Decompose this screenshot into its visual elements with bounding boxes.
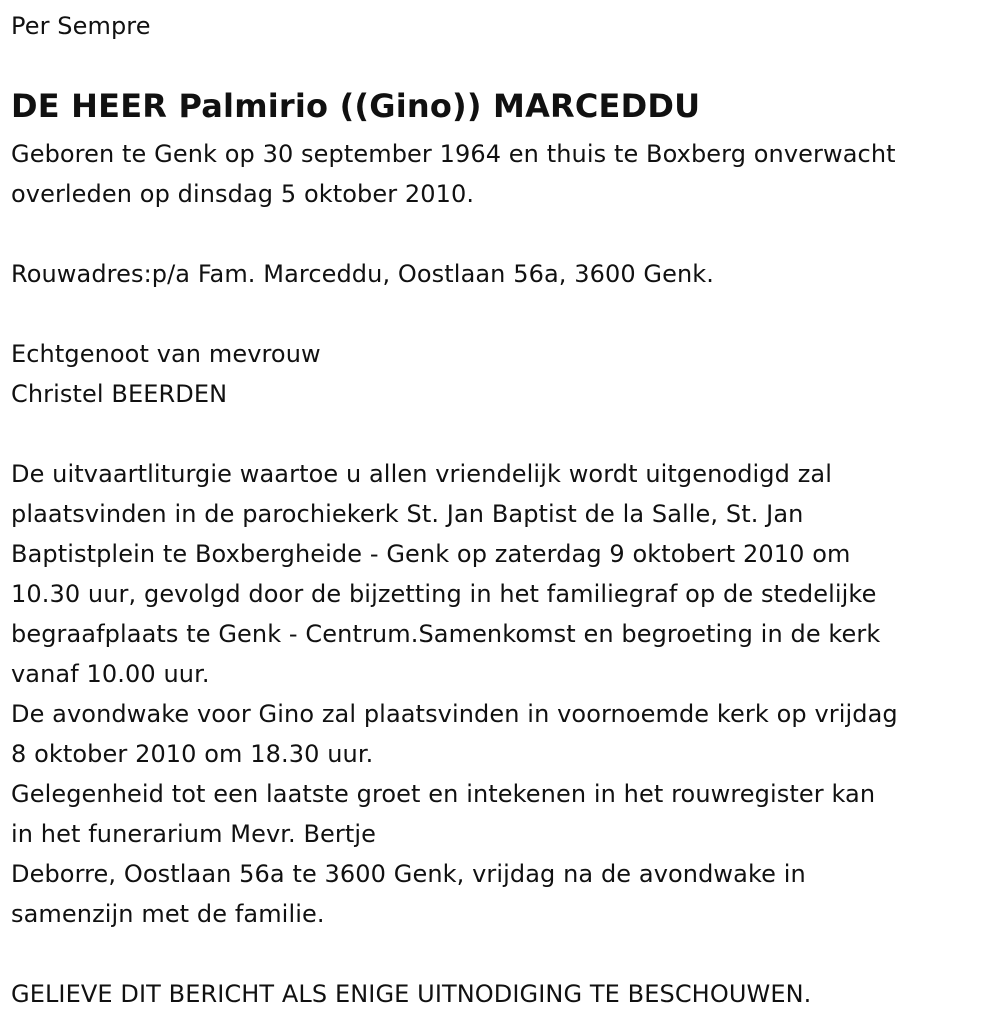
paragraph-line: plaatsvinden in de parochiekerk St. Jan Baptist de la Salle, St. Jan: [11, 500, 804, 528]
paragraph-line: 10.30 uur, gevolgd door de bijzetting in het familiegraf op de stedelijke: [11, 580, 877, 608]
paragraph-line: samenzijn met de familie.: [11, 900, 325, 928]
page-title: DE HEER Palmirio ((Gino)) MARCEDDU: [11, 87, 701, 125]
paragraph-line: overleden op dinsdag 5 oktober 2010.: [11, 180, 475, 208]
paragraph-line: Echtgenoot van mevrouw: [11, 340, 321, 368]
paragraph-line: begraafplaats te Genk - Centrum.Samenkomst en begroeting in de kerk: [11, 620, 881, 648]
paragraph-line: De uitvaartliturgie waartoe u allen vriendelijk wordt uitgenodigd zal: [11, 460, 832, 488]
paragraph-line: Gelegenheid tot een laatste groet en intekenen in het rouwregister kan: [11, 780, 876, 808]
paragraph-line: in het funerarium Mevr. Bertje: [11, 820, 377, 848]
paragraph-line: Baptistplein te Boxbergheide - Genk op zaterdag 9 oktobert 2010 om: [11, 540, 851, 568]
paragraph-line: vanaf 10.00 uur.: [11, 660, 210, 688]
spouse-name: Christel BEERDEN: [11, 380, 228, 408]
header-text: Per Sempre: [11, 12, 151, 40]
paragraph-line: De avondwake voor Gino zal plaatsvinden in voornoemde kerk op vrijdag: [11, 700, 898, 728]
closing-notice: GELIEVE DIT BERICHT ALS ENIGE UITNODIGING TE BESCHOUWEN.: [11, 980, 812, 1008]
paragraph-line: Geboren te Genk op 30 september 1964 en thuis te Boxberg onverwacht: [11, 140, 896, 168]
paragraph-line: Deborre, Oostlaan 56a te 3600 Genk, vrijdag na de avondwake in: [11, 860, 806, 888]
mourning-address: Rouwadres:p/a Fam. Marceddu, Oostlaan 56a, 3600 Genk.: [11, 260, 715, 288]
paragraph-line: 8 oktober 2010 om 18.30 uur.: [11, 740, 374, 768]
